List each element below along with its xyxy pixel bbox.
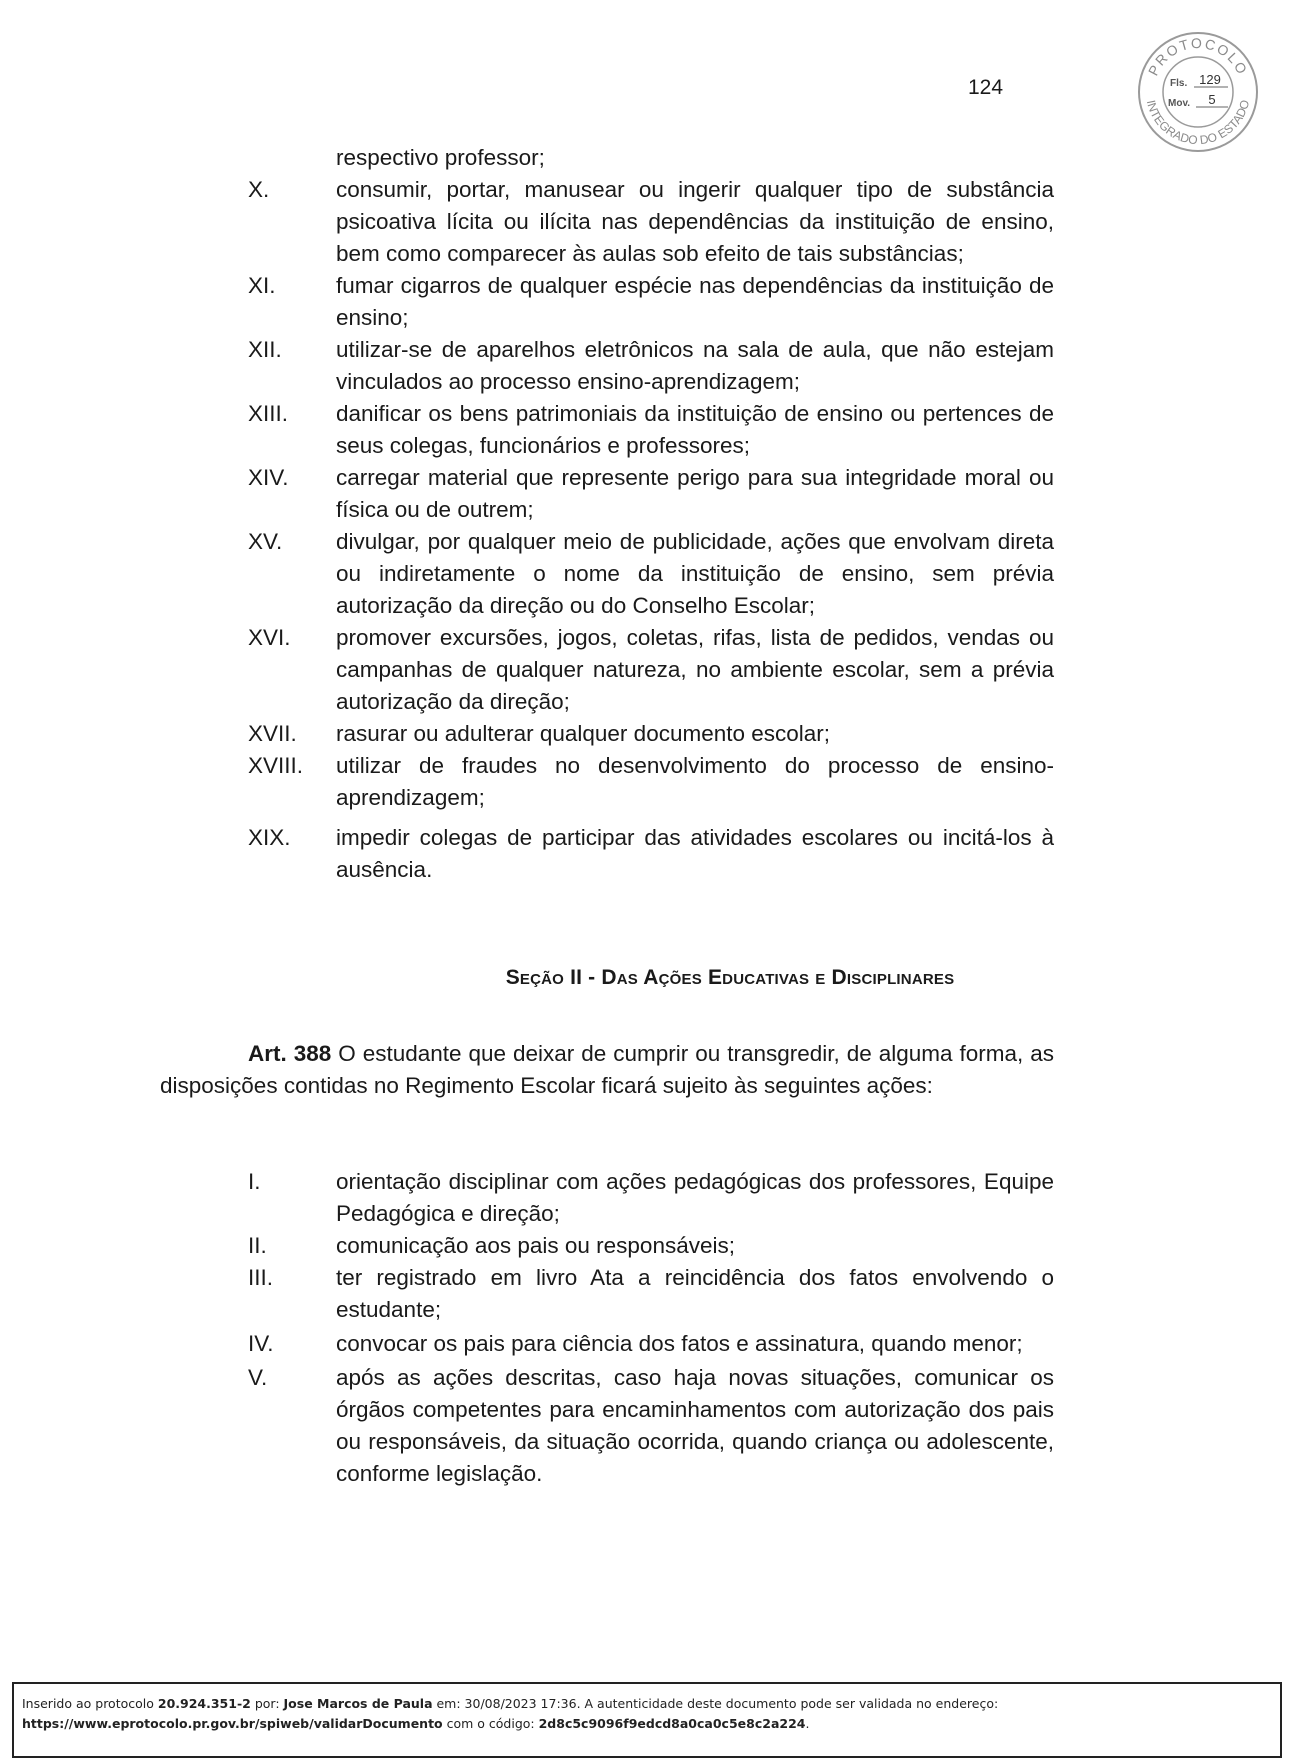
list-item xyxy=(248,750,1054,814)
list-item-number: XIV. xyxy=(248,465,289,490)
article-label: Art. 388 xyxy=(248,1041,332,1066)
list-item-number: I. xyxy=(248,1169,261,1194)
list-item-number: IV. xyxy=(248,1331,274,1356)
list-item-number: XIX. xyxy=(248,825,291,850)
list-item-number: III. xyxy=(248,1265,274,1290)
list-item-text: ter registrado em livro Ata a reincidência dos fatos envolvendo o estudante; xyxy=(336,1265,1054,1322)
list-item-text: consumir, portar, manusear ou ingerir qualquer tipo de substância psicoativa lícita ou ilícita nas dependências da instituição de ensino, bem como comparecer às aulas sob efeito de tais substâncias; xyxy=(336,177,1054,266)
list-item-number: V. xyxy=(248,1365,268,1390)
list-item xyxy=(248,822,1054,886)
list-item xyxy=(248,334,1054,398)
article-text: O estudante que deixar de cumprir ou transgredir, de alguma forma, as disposições contidas no Regimento Escolar ficará sujeito às seguintes ações: xyxy=(160,1041,1054,1098)
list-item xyxy=(248,622,1054,718)
list-item-text: convocar os pais para ciência dos fatos e assinatura, quando menor; xyxy=(336,1331,1023,1356)
prohibitions-list xyxy=(248,174,1054,886)
list-item-text: carregar material que represente perigo para sua integridade moral ou física ou de outrem; xyxy=(336,465,1054,522)
actions-list xyxy=(248,1166,1054,1490)
list-item-text: comunicação aos pais ou responsáveis; xyxy=(336,1233,735,1258)
list-item xyxy=(248,1230,1054,1262)
svg-text:129: 129 xyxy=(1199,72,1221,87)
list-item-number: XVII. xyxy=(248,721,297,746)
stamp-top-text: PROTOCOLO xyxy=(1144,34,1252,79)
list-item-number: XV. xyxy=(248,529,283,554)
list-item-number: XVI. xyxy=(248,625,291,650)
list-item-text: fumar cigarros de qualquer espécie nas dependências da instituição de ensino; xyxy=(336,273,1054,330)
article-388 xyxy=(160,1038,1054,1102)
list-item-text: danificar os bens patrimoniais da instituição de ensino ou pertences de seus colegas, funcionários e professores; xyxy=(336,401,1054,458)
svg-text:Mov.: Mov. xyxy=(1168,98,1191,109)
list-item xyxy=(248,174,1054,270)
protocol-stamp xyxy=(1136,30,1260,154)
list-item xyxy=(248,462,1054,526)
list-item-text: utilizar-se de aparelhos eletrônicos na sala de aula, que não estejam vinculados ao processo ensino-aprendizagem; xyxy=(336,337,1054,394)
list-item xyxy=(248,270,1054,334)
list-item-text: promover excursões, jogos, coletas, rifas, lista de pedidos, vendas ou campanhas de qualquer natureza, no ambiente escolar, sem a prévia autorização da direção; xyxy=(336,625,1054,714)
authentication-footer: Inserido ao protocolo 20.924.351-2 por: Jose Marcos de Paula em: 30/08/2023 17:36. A autenticidade deste documento pode ser validada no endereço: https://www.eprotocolo.pr.gov.br/spiweb/validarDocumento com o código: 2d8c5c9096f9edcd8a0ca0c5e8c2a224. xyxy=(12,1682,1282,1758)
list-item xyxy=(248,526,1054,622)
list-item xyxy=(248,1328,1054,1360)
list-item-number: XIII. xyxy=(248,401,289,426)
protocol-number: 20.924.351-2 xyxy=(157,1696,251,1711)
list-item-number: XI. xyxy=(248,273,276,298)
list-item xyxy=(248,1362,1054,1490)
validation-code: 2d8c5c9096f9edcd8a0ca0c5e8c2a224 xyxy=(538,1716,806,1731)
list-item-text: rasurar ou adulterar qualquer documento escolar; xyxy=(336,721,831,746)
author-name: Jose Marcos de Paula xyxy=(283,1696,433,1711)
list-item xyxy=(248,1166,1054,1230)
list-item-number: II. xyxy=(248,1233,267,1258)
list-item-text: utilizar de fraudes no desenvolvimento do processo de ensino-aprendizagem; xyxy=(336,753,1054,810)
page-number: 124 xyxy=(968,76,1004,99)
list-item-text: orientação disciplinar com ações pedagógicas dos professores, Equipe Pedagógica e direção; xyxy=(336,1169,1054,1226)
section-title: Seção II - Das Ações Educativas e Disciplinares xyxy=(505,966,955,989)
list-item-text: impedir colegas de participar das atividades escolares ou incitá-los à ausência. xyxy=(336,825,1054,882)
list-item-text: após as ações descritas, caso haja novas situações, comunicar os órgãos competentes para encaminhamentos com autorização dos pais ou responsáveis, da situação ocorrida, quando criança ou adolescente, conforme legislação. xyxy=(336,1365,1054,1486)
list-item xyxy=(248,1262,1054,1326)
list-item-number: X. xyxy=(248,177,270,202)
svg-text:Fls.: Fls. xyxy=(1170,78,1188,89)
list-item-text: divulgar, por qualquer meio de publicidade, ações que envolvam direta ou indiretamente o nome da instituição de ensino, sem prévia autorização da direção ou do Conselho Escolar; xyxy=(336,529,1054,618)
list-item-number: XII. xyxy=(248,337,282,362)
list-item xyxy=(248,398,1054,462)
stamp-bottom-text: INTEGRADO DO ESTADO xyxy=(1143,98,1253,148)
validation-url[interactable]: https://www.eprotocolo.pr.gov.br/spiweb/validarDocumento xyxy=(22,1716,443,1731)
list-item-number: XVIII. xyxy=(248,753,304,778)
list-item xyxy=(248,718,1054,750)
continuation-text: respectivo professor; xyxy=(336,145,545,170)
svg-text:5: 5 xyxy=(1208,92,1216,107)
